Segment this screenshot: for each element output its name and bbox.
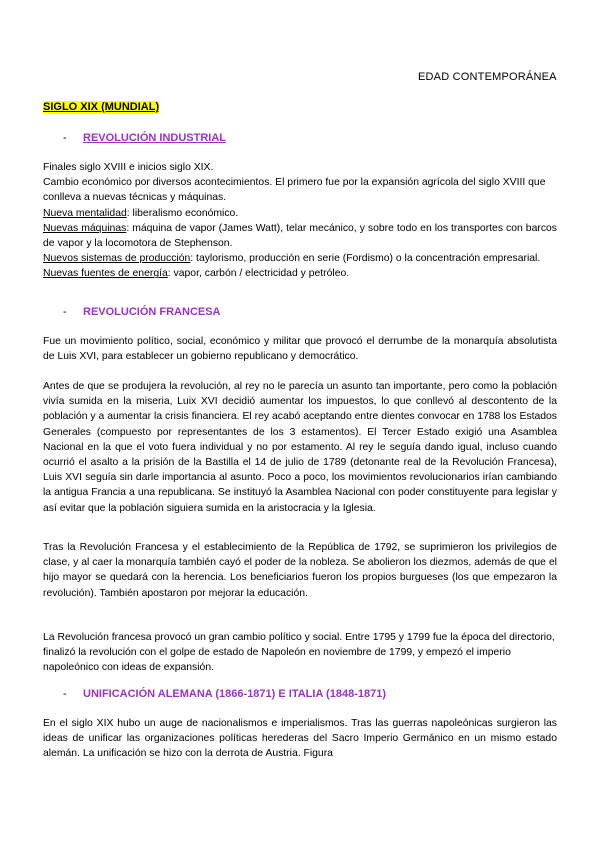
section-title: UNIFICACIÓN ALEMANA (1866-1871) E ITALIA (1848-1871): [83, 688, 386, 700]
francesa-para-1: Fue un movimiento político, social, económico y militar que provocó el derrumbe de la monarquía absolutista de Luis XVI, para establecer un gobierno republicano y democrático.: [43, 336, 557, 363]
unificacion-para-1: En el siglo XIX hubo un auge de nacionalismos e imperialismos. Tras las guerras napoleónicas surgieron las ideas de unificar las organizaciones políticas herederas del Sacro Imperio Germánico en un mismo estado alemán. La unificación se hizo con la derrota de Austria. Figura: [43, 718, 557, 760]
label-nueva-mentalidad: Nueva mentalidad: [43, 207, 127, 219]
bullet-dash: -: [63, 688, 67, 700]
page-header-title: EDAD CONTEMPORÁNEA: [418, 71, 557, 83]
section-heading-unificacion: [63, 687, 386, 701]
industrial-line-4: [43, 221, 557, 251]
industrial-body: [43, 160, 557, 282]
label-nuevas-fuentes: Nuevas fuentes de energía: [43, 268, 168, 280]
text-nuevos-sistemas: : taylorismo, producción en serie (Fordismo) o la concentración empresarial.: [190, 253, 541, 265]
main-heading: SIGLO XIX (MUNDIAL): [43, 101, 160, 113]
text-nuevas-fuentes: : vapor, carbón / electricidad y petróleo.: [167, 268, 350, 280]
section-title: REVOLUCIÓN INDUSTRIAL: [83, 132, 226, 144]
francesa-para-4: La Revolución francesa provocó un gran cambio político y social. Entre 1795 y 1799 fue la época del directorio, finalizó la revolución con el golpe de estado de Napoleón en noviembre de 1799, y empezó el imperio napoleónico con ideas de expansión.: [43, 632, 555, 674]
text-nuevas-maquinas: : máquina de vapor (James Watt), telar mecánico, y sobre todo en los transportes con barcos de vapor y la locomotora de Stephenson.: [43, 222, 557, 250]
industrial-line-1: Finales siglo XVIII e inicios siglo XIX.: [43, 162, 214, 173]
section-title: REVOLUCIÓN FRANCESA: [83, 306, 221, 318]
francesa-para-2: Antes de que se produjera la revolución, al rey no le parecía un asunto tan importante, pero como la población vivía sumida en la miseria, Luix XVI decidió aumentar los impuestos, lo que conllevó al descontento de la población y a aumentar la crisis financiera. El rey acabó aceptando entre dientes convocar en 1788 los Estados Generales (compuesto por representantes de los 3 estamentos). El Tercer Estado exigió una Asamblea Nacional en la que el voto fuera individual y no por estamento. Al rey le seguía dando igual, incluso cuando ocurrió el asalto a la prisión de la Bastilla el 14 de julio de 1789 (detonante real de la Revolución Francesa), Luis XVI seguía sin darle importancia al asunto. Poco a poco, los movimientos revolucionarios irían cambiando la antigua Francia a una republicana. Se instituyó la Asamblea Nacional con poder constituyente para legislar y así evitar que la población siguiera sumida en la aristocracia y la Iglesia.: [43, 381, 557, 514]
industrial-line-5: [43, 251, 557, 266]
industrial-line-2: Cambio económico por diversos acontecimientos. El primero fue por la expansión agrícola del siglo XVIII que conlleva a nuevas técnicas y máquinas.: [43, 177, 546, 204]
label-nuevos-sistemas: Nuevos sistemas de producción: [43, 253, 191, 265]
section-heading-industrial: [63, 131, 226, 145]
bullet-dash: -: [63, 132, 67, 144]
industrial-line-3: [43, 206, 557, 221]
label-nuevas-maquinas: Nuevas máquinas: [43, 222, 127, 234]
bullet-dash: -: [63, 306, 67, 318]
francesa-para-3: Tras la Revolución Francesa y el establecimiento de la República de 1792, se suprimieron los privilegios de clase, y al caer la monarquía también cayó el poder de la nobleza. Se abolieron los diezmos, además de que el hijo mayor se quedará con la herencia. Los beneficiarios fueron los propios burgueses (los que empezaron la revolución). También apostaron por mejorar la educación.: [43, 542, 557, 599]
text-nueva-mentalidad: : liberalismo económico.: [126, 207, 239, 219]
section-heading-francesa: [63, 305, 221, 319]
industrial-line-6: [43, 266, 557, 281]
